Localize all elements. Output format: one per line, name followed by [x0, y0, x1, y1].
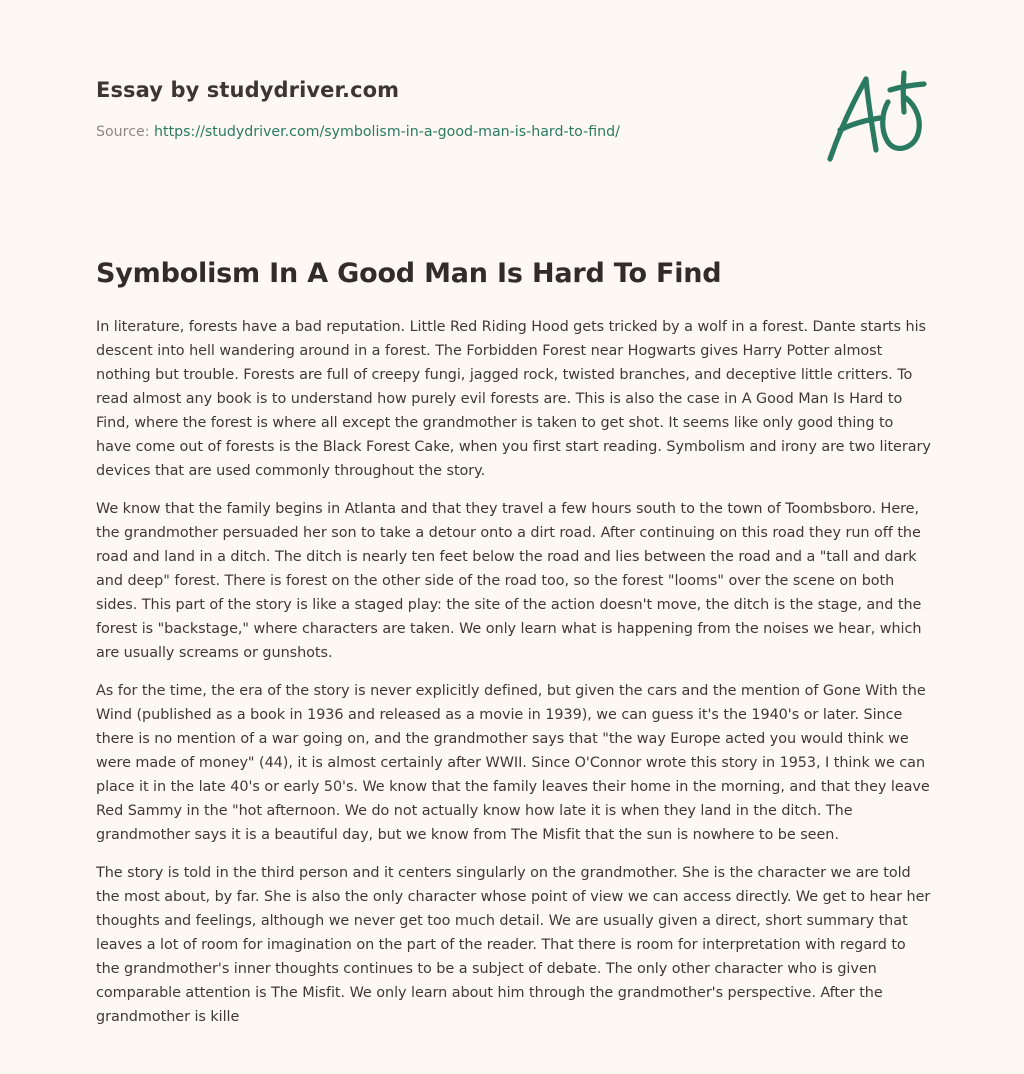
source-link[interactable]: https://studydriver.com/symbolism-in-a-good-man-is-hard-to-find/	[154, 124, 620, 140]
essay-paragraph: We know that the family begins in Atlanta and that they travel a few hours south to the town of Toombsboro. Here, the grandmother persuaded her son to take a detour onto a dirt road. After continuing on this road they run off the road and land in a ditch. The ditch is nearly ten feet below the road and lies between the road and a "tall and dark and deep" forest. There is forest on the other side of the road too, so the forest "looms" over the scene on both sides. This part of the story is like a staged play: the site of the action doesn't move, the ditch is the stage, and the forest is "backstage," where characters are taken. We only learn what is happening from the noises we hear, which are usually screams or gunshots.	[96, 501, 922, 661]
essay-paragraph: The story is told in the third person and it centers singularly on the grandmother. She is the character we are told the most about, by far. She is also the only character whose point of view we can access directly. We get to hear her thoughts and feelings, although we never get too much detail. We are usually given a direct, short summary that leaves a lot of room for imagination on the part of the reader. That there is room for interpretation with regard to the grandmother's inner thoughts continues to be a subject of debate. The only other character who is given comparable attention is The Misfit. We only learn about him through the grandmother's perspective. After the grandmother is kille	[96, 865, 931, 1025]
brand-title: Essay by studydriver.com	[96, 78, 400, 102]
source-line	[96, 122, 796, 142]
essay-paragraph: As for the time, the era of the story is never explicitly defined, but given the cars and the mention of Gone With the Wind (published as a book in 1936 and released as a movie in 1939), we can guess it's the 1940's or later. Since there is no mention of a war going on, and the grandmother says that "the way Europe acted you would think we were made of money" (44), it is almost certainly after WWII. Since O'Connor wrote this story in 1953, I think we can place it in the late 40's or early 50's. We know that the family leaves their home in the morning, and that they leave Red Sammy in the "hot afternoon. We do not actually know how late it is when they land in the ditch. The grandmother says it is a beautiful day, but we know from The Misfit that the sun is nowhere to be seen.	[96, 683, 930, 843]
essay-title: Symbolism In A Good Man Is Hard To Find	[96, 258, 722, 289]
a-plus-logo-icon	[822, 68, 928, 164]
essay-body	[96, 315, 932, 1043]
header	[96, 76, 796, 142]
essay-paragraph: In literature, forests have a bad reputation. Little Red Riding Hood gets tricked by a wolf in a forest. Dante starts his descent into hell wandering around in a forest. The Forbidden Forest near Hogwarts gives Harry Potter almost nothing but trouble. Forests are full of creepy fungi, jagged rock, twisted branches, and deceptive little critters. To read almost any book is to understand how purely evil forests are. This is also the case in A Good Man Is Hard to Find, where the forest is where all except the grandmother is taken to get shot. It seems like only good thing to have come out of forests is the Black Forest Cake, when you first start reading. Symbolism and irony are two literary devices that are used commonly throughout the story.	[96, 319, 931, 479]
source-label: Source:	[96, 124, 150, 140]
